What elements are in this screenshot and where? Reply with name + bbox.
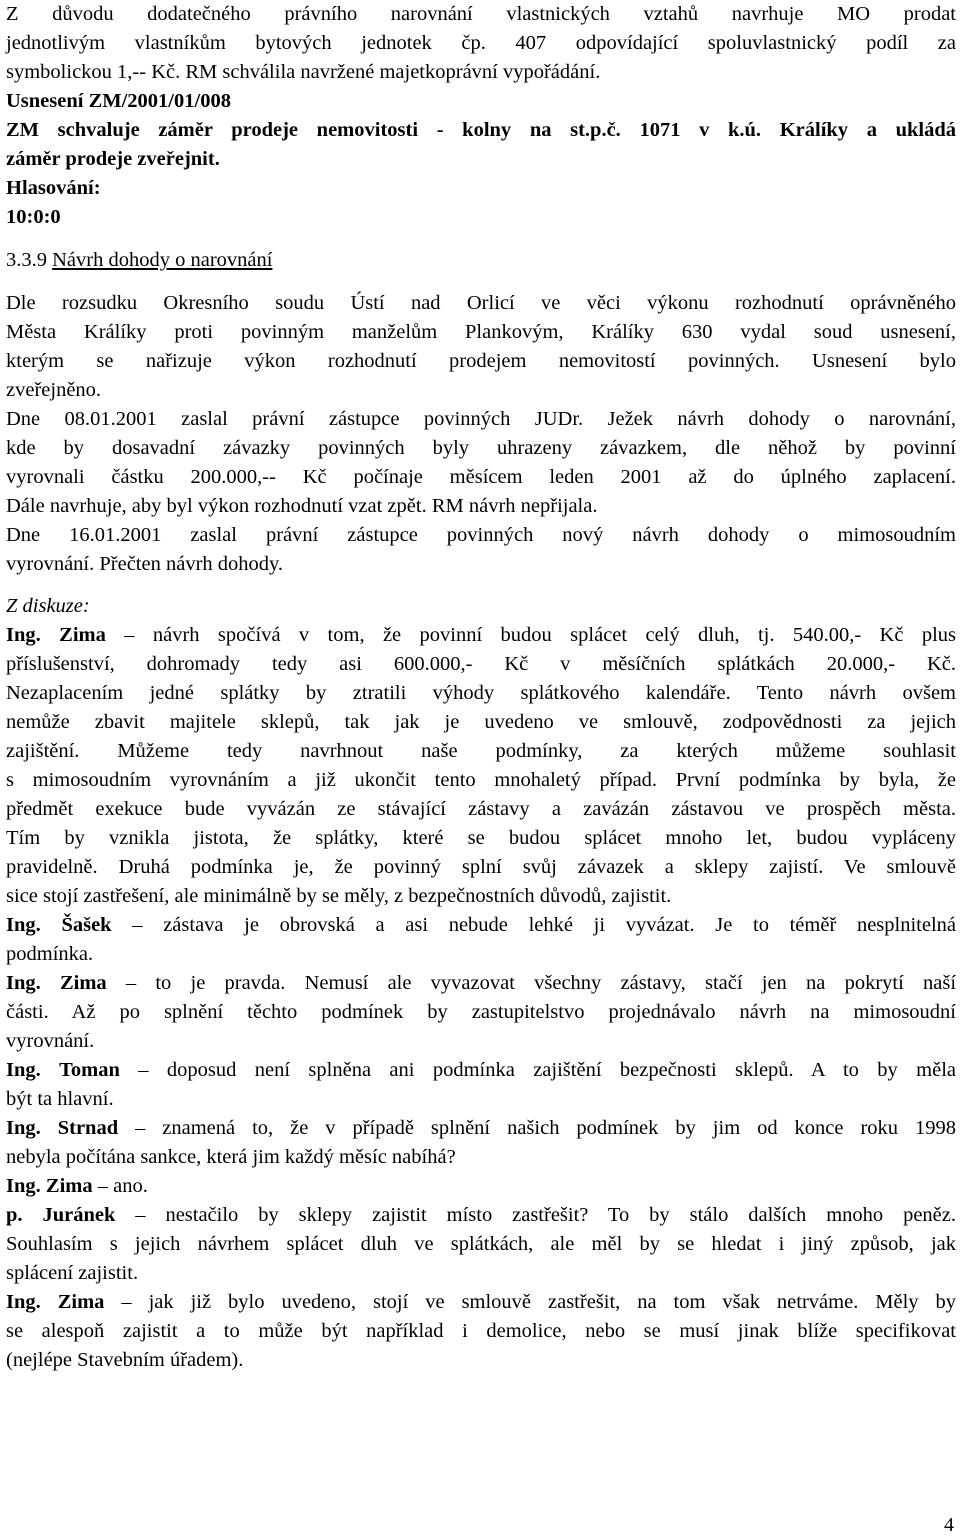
discussion-line	[6, 1056, 956, 1085]
body-line: vyrovnali částku 200.000,-- Kč počínaje měsícem leden 2001 až do úplného zaplacení.	[6, 466, 956, 488]
discussion-line: se alespoň zajistit a to může být například i demolice, nebo se musí jinak blíže specifikovat	[6, 1320, 956, 1342]
discussion-line	[6, 911, 956, 940]
discussion-line: předmět exekuce bude vyvázán ze stávající zástavy a zavázán zástavou ve prospěch města.	[6, 798, 956, 820]
discussion-entry	[6, 1201, 956, 1288]
discussion-line: být ta hlavní.	[6, 1088, 114, 1110]
speaker-name: Zima	[59, 624, 106, 646]
discussion-entry	[6, 1172, 956, 1201]
speaker-name: Zima	[57, 1291, 105, 1313]
discussion-entry	[6, 969, 956, 1056]
speaker-name: Strnad	[57, 1117, 119, 1139]
body-paragraph-2	[6, 405, 956, 521]
discussion-heading: Z diskuze:	[6, 595, 90, 617]
speaker-title: Ing.	[6, 1175, 41, 1197]
speaker-title: Ing.	[6, 1059, 41, 1081]
speaker-statement: – jak již bylo uvedeno, stojí ve smlouvě zastřešit, na tom však netrváme. Měly by	[104, 1291, 957, 1313]
discussion-line: Souhlasím s jejich návrhem splácet dluh ve splátkách, ale měl by se hledat i jiný způsob, jak	[6, 1233, 956, 1255]
speaker-name: Šašek	[61, 914, 112, 936]
discussion-line	[6, 1114, 956, 1143]
speaker-title: Ing.	[6, 1117, 41, 1139]
body-line: zveřejněno.	[6, 379, 102, 401]
resolution-number: Usnesení ZM/2001/01/008	[6, 90, 231, 112]
discussion-line: nebyla počítána sankce, která jim každý měsíc nabíhá?	[6, 1146, 456, 1168]
discussion-line: pravidelně. Druhá podmínka je, že povinný splní svůj závazek a sklepy zajistí. Ve smlouvě	[6, 856, 956, 878]
discussion-line	[6, 1172, 956, 1201]
discussion-list	[6, 621, 956, 1375]
discussion-entry	[6, 1288, 956, 1375]
discussion-line	[6, 621, 956, 650]
body-line: Města Králíky proti povinným manželům Plankovým, Králíky 630 vydal soud usnesení,	[6, 321, 956, 343]
intro-paragraph	[6, 0, 956, 87]
speaker-statement: – nestačilo by sklepy zajistit místo zastřešit? To by stálo dalších mnoho peněz.	[115, 1204, 956, 1226]
resolution-block	[6, 87, 956, 232]
discussion-entry	[6, 1114, 956, 1172]
body-line: Dále navrhuje, aby byl výkon rozhodnutí vzat zpět. RM návrh nepřijala.	[6, 495, 598, 517]
discussion-line: sice stojí zastřešení, ale minimálně by se měly, z bezpečnostních důvodů, zajistit.	[6, 885, 672, 907]
body-line: kde by dosavadní závazky povinných byly uhrazeny závazkem, dle něhož by povinní	[6, 437, 956, 459]
discussion-line: podmínka.	[6, 943, 94, 965]
body-paragraph-1	[6, 289, 956, 405]
resolution-text: ZM schvaluje záměr prodeje nemovitosti - kolny na st.p.č. 1071 v k.ú. Králíky a ukládá	[6, 119, 956, 141]
intro-line: Z důvodu dodatečného právního narovnání vlastnických vztahů navrhuje MO prodat	[6, 3, 956, 25]
section-heading	[6, 246, 956, 275]
speaker-name: Juránek	[42, 1204, 116, 1226]
discussion-line: Tím by vznikla jistota, že splátky, které se budou splácet mnoho let, budou vypláceny	[6, 827, 956, 849]
discussion-line: zajištění. Můžeme tedy navrhnout naše podmínky, za kterých můžeme souhlasit	[6, 740, 956, 762]
intro-line: jednotlivým vlastníkům bytových jednotek čp. 407 odpovídající spoluvlastnický podíl za	[6, 32, 956, 54]
speaker-name: Zima	[45, 1175, 93, 1197]
speaker-statement: – ano.	[92, 1175, 148, 1197]
vote-result: 10:0:0	[6, 206, 61, 228]
discussion-line: s mimosoudním vyrovnáním a již ukončit tento mnohaletý případ. První podmínka by byla, že	[6, 769, 956, 791]
discussion-entry	[6, 911, 956, 969]
section-number: 3.3.9	[6, 249, 47, 271]
speaker-name: Toman	[59, 1059, 120, 1081]
speaker-title: p.	[6, 1204, 23, 1226]
discussion-entry	[6, 1056, 956, 1114]
vote-label: Hlasování:	[6, 177, 101, 199]
page-number: 4	[944, 1514, 954, 1536]
speaker-title: Ing.	[6, 1291, 41, 1313]
discussion-line: vyrovnání.	[6, 1030, 95, 1052]
body-line: Dne 16.01.2001 zaslal právní zástupce povinných nový návrh dohody o mimosoudním	[6, 524, 956, 546]
speaker-title: Ing.	[6, 914, 41, 936]
speaker-title: Ing.	[6, 972, 41, 994]
section-title: Návrh dohody o narovnání	[52, 249, 273, 271]
body-line: vyrovnání. Přečten návrh dohody.	[6, 553, 284, 575]
discussion-line: příslušenství, dohromady tedy asi 600.000,- Kč v měsíčních splátkách 20.000,- Kč.	[6, 653, 956, 675]
speaker-statement: – zástava je obrovská a asi nebude lehké ji vyvázat. Je to téměř nesplnitelná	[111, 914, 957, 936]
speaker-name: Zima	[59, 972, 107, 994]
discussion-line	[6, 969, 956, 998]
discussion-line: splácení zajistit.	[6, 1262, 139, 1284]
discussion-entry	[6, 621, 956, 911]
body-line: kterým se nařizuje výkon rozhodnutí prodejem nemovitostí povinných. Usnesení bylo	[6, 350, 956, 372]
discussion-line	[6, 1288, 956, 1317]
speaker-title: Ing.	[6, 624, 41, 646]
body-paragraph-3	[6, 521, 956, 579]
discussion-line: nemůže zbavit majitele sklepů, tak jak je uvedeno ve smlouvě, zodpovědnosti za jejich	[6, 711, 956, 733]
speaker-statement: – doposud není splněna ani podmínka zajištění bezpečnosti sklepů. A to by měla	[119, 1059, 956, 1081]
body-line: Dle rozsudku Okresního soudu Ústí nad Orlicí ve věci výkonu rozhodnutí oprávněného	[6, 292, 956, 314]
document-page	[6, 0, 956, 1375]
intro-line: symbolickou 1,-- Kč. RM schválila navržené majetkoprávní vypořádání.	[6, 61, 601, 83]
body-line: Dne 08.01.2001 zaslal právní zástupce povinných JUDr. Ježek návrh dohody o narovnání,	[6, 408, 956, 430]
speaker-statement: – návrh spočívá v tom, že povinní budou splácet celý dluh, tj. 540.00,- Kč plus	[105, 624, 957, 646]
resolution-text: záměr prodeje zveřejnit.	[6, 148, 220, 170]
speaker-statement: – znamená to, že v případě splnění našich podmínek by jim od konce roku 1998	[118, 1117, 956, 1139]
discussion-line: Nezaplacením jedné splátky by ztratili výhody splátkového kalendáře. Tento návrh ovšem	[6, 682, 956, 704]
discussion-line: části. Až po splnění těchto podmínek by zastupitelstvo projednávalo návrh na mimosoudní	[6, 1001, 956, 1023]
discussion-line	[6, 1201, 956, 1230]
discussion-line: (nejlépe Stavebním úřadem).	[6, 1349, 244, 1371]
speaker-statement: – to je pravda. Nemusí ale vyvazovat všechny zástavy, stačí jen na pokrytí naší	[106, 972, 957, 994]
